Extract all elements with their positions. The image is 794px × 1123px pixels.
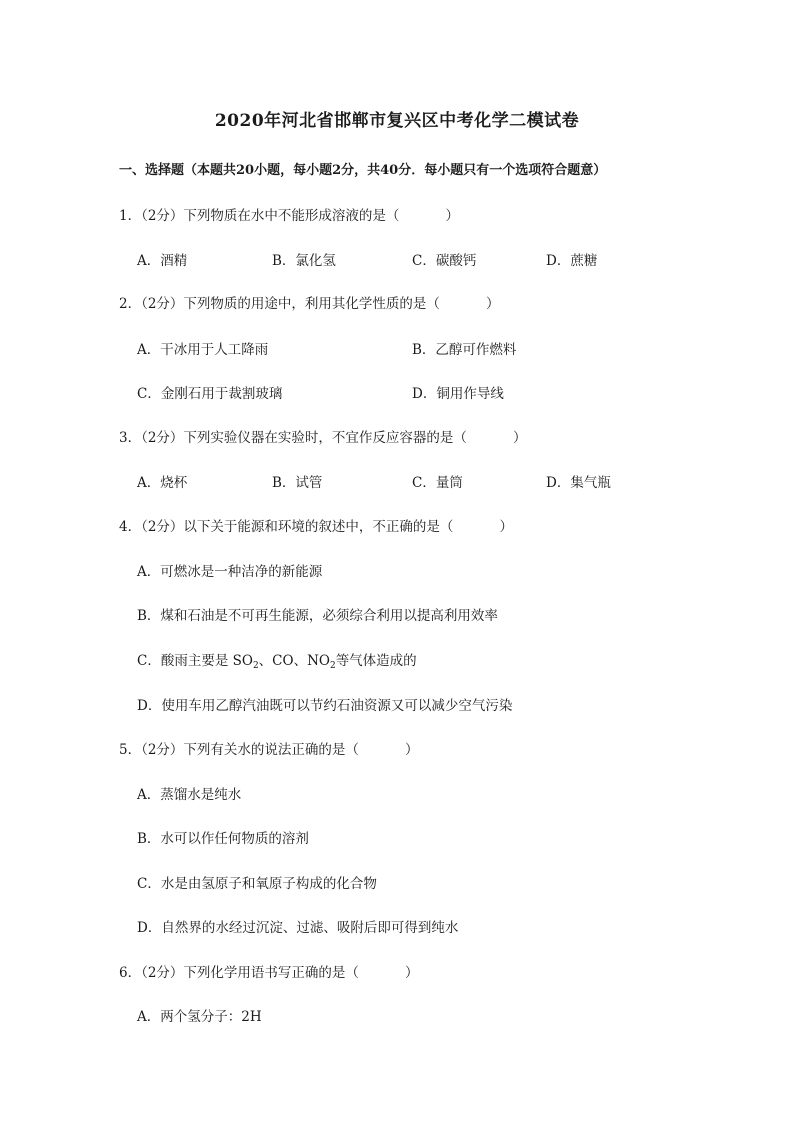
question-2-option-c: C．金刚石用于裁割玻璃 xyxy=(137,386,283,402)
question-5-option-c: C．水是由氢原子和氧原子构成的化合物 xyxy=(137,876,377,892)
question-3-stem xyxy=(119,426,526,446)
question-2-option-b: B．乙醇可作燃料 xyxy=(412,342,517,358)
question-5-stem-text: 5．（2分）下列有关水的说法正确的是（ xyxy=(119,742,359,758)
question-2-close: ） xyxy=(485,296,500,312)
question-1-option-c: C．碳酸钙 xyxy=(412,253,477,269)
question-4-option-b: B．煤和石油是不可再生能源，必须综合利用以提高利用效率 xyxy=(137,608,498,624)
question-2-option-d: D．铜用作导线 xyxy=(412,386,504,402)
question-6-stem xyxy=(119,961,418,981)
question-4-option-d: D．使用车用乙醇汽油既可以节约石油资源又可以减少空气污染 xyxy=(137,698,513,714)
option-c-text-1: C．酸雨主要是 SO xyxy=(137,653,253,669)
question-4-stem xyxy=(119,515,513,535)
question-4-stem-text: 4．（2分）以下关于能源和环境的叙述中，不正确的是（ xyxy=(119,519,454,535)
question-6-stem-text: 6．（2分）下列化学用语书写正确的是（ xyxy=(119,965,359,981)
question-2-option-a: A．干冰用于人工降雨 xyxy=(137,342,269,358)
question-5-close: ） xyxy=(404,742,419,758)
question-3-option-a: A．烧杯 xyxy=(137,475,188,491)
question-3-option-d: D．集气瓶 xyxy=(546,475,611,491)
question-3-option-c: C．量筒 xyxy=(412,475,463,491)
question-1-option-d: D．蔗糖 xyxy=(546,253,598,269)
question-4-option-a: A．可燃冰是一种洁净的新能源 xyxy=(137,564,323,580)
section-heading: 一、选择题（本题共20小题，每小题2分，共40分．每小题只有一个选项符合题意） xyxy=(119,163,607,178)
question-3-option-b: B．试管 xyxy=(272,475,323,491)
question-3-close: ） xyxy=(512,430,527,446)
option-c-text-2: 、CO、NO xyxy=(258,653,330,669)
subscript-2: 2 xyxy=(252,661,259,671)
question-5-option-a: A．蒸馏水是纯水 xyxy=(137,787,242,803)
question-2-stem-text: 2．（2分）下列物质的用途中，利用其化学性质的是（ xyxy=(119,296,440,312)
exam-title: 2020年河北省邯郸市复兴区中考化学二模试卷 xyxy=(214,111,580,131)
question-5-stem xyxy=(119,738,418,758)
question-3-stem-text: 3．（2分）下列实验仪器在实验时，不宜作反应容器的是（ xyxy=(119,430,467,446)
question-1-option-b: B．氯化氢 xyxy=(272,253,336,269)
question-5-option-d: D．自然界的水经过沉淀、过滤、吸附后即可得到纯水 xyxy=(137,920,459,936)
question-1-option-a: A．酒精 xyxy=(137,253,188,269)
question-2-stem xyxy=(119,292,499,312)
question-1-close: ） xyxy=(445,208,459,224)
question-1-stem xyxy=(119,204,459,224)
subscript-2: 2 xyxy=(329,661,336,671)
question-6-option-a: A．两个氢分子：2H xyxy=(137,1009,262,1025)
question-6-close: ） xyxy=(404,965,419,981)
question-4-option-c xyxy=(137,649,417,669)
option-c-text-3: 等气体造成的 xyxy=(335,653,417,669)
question-5-option-b: B．水可以作任何物质的溶剂 xyxy=(137,831,309,847)
question-1-stem-text: 1．（2分）下列物质在水中不能形成溶液的是（ xyxy=(119,208,400,224)
question-4-close: ） xyxy=(499,519,513,535)
